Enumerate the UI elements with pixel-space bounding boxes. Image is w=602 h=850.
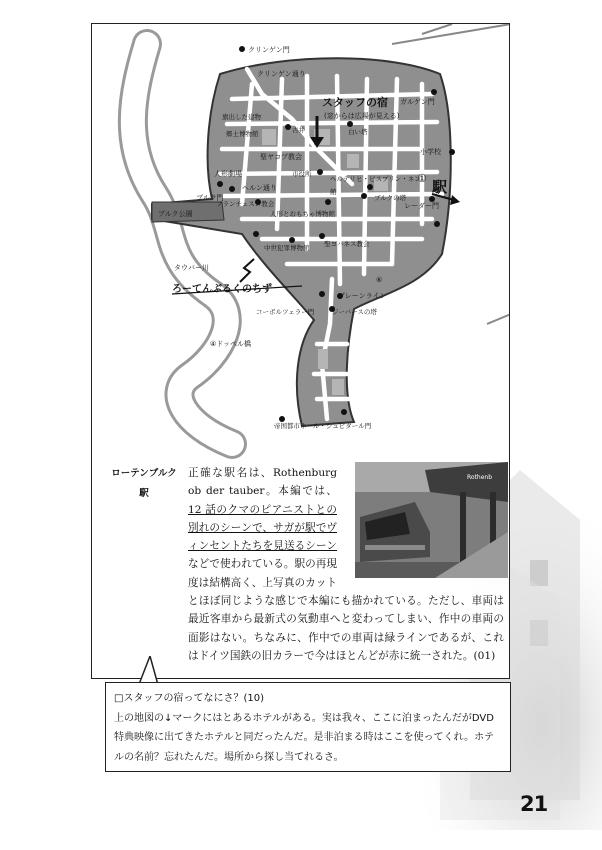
- note-answer: 上の地図の↓マークにはとあるホテルがある。実は我々、ここに泊まったんだがDVD特典映像に出てきたホテルと同だったんだ。是非泊まる時はここを使ってくれ。ホテルの名前？忘れたんだ。場所から探し当てれるさ。: [114, 712, 495, 763]
- note-question: □スタッフの宿ってなにさ？(10): [114, 693, 264, 704]
- label-folk-museum: 郷土博物館: [226, 130, 259, 138]
- article-heading: [102, 464, 186, 504]
- label-herterich: ヘルテリヒ・ビスプリン・ネン: [330, 175, 421, 183]
- label-rathaus: 市役所: [292, 170, 312, 178]
- photo-station-sign: Rothenb: [467, 474, 493, 481]
- label-station: 駅: [432, 178, 448, 196]
- label-station-circle: ①: [417, 172, 427, 185]
- heading-line1: ローテンブルク: [111, 468, 177, 479]
- label-spital: 帝国都市ホール・シュピタール門: [274, 422, 372, 430]
- label-herren-street: ヘルン通り: [242, 184, 277, 192]
- label-klingen-gate: クリンゲン門: [248, 46, 290, 54]
- label-st-jakob: 聖ヤコブ教会: [260, 153, 302, 161]
- label-rooder-tower: ブルクの塔: [374, 194, 407, 202]
- label-rooder-gate: レーダー門: [404, 202, 439, 210]
- body-text-underlined: 12 話のクマのピアニストとの別れのシーンで、サガが駅でヴィンセントたちを見送るシーン: [188, 503, 337, 553]
- label-castle-museum: 旗出した建物: [222, 113, 261, 121]
- label-museum2: 館: [330, 188, 337, 196]
- body-text-before: 正確な駅名は、Rothenburg ob der tauber。本編では、: [188, 467, 337, 498]
- label-elementary-school: 小学校: [420, 148, 441, 156]
- label-old-tree: 古井: [292, 126, 305, 134]
- label-burg-gate: ブルク門: [196, 194, 224, 202]
- label-puppet-theater: 人形劇場: [214, 170, 242, 178]
- label-toy-museum: 人形とおもちゃ博物館: [270, 210, 335, 218]
- content-frame: [91, 23, 510, 679]
- label-siebers-tower: ジーバースの塔: [332, 308, 377, 316]
- label-weisser: ⑥: [376, 276, 383, 284]
- body-text-after: などで使われている。駅の再現度は結構高く、上写真のカットとほぼ同じような感じで本編にも描かれている。ただし、車両は最近客車から最新式の気動車へと変わってしまい、作中の車両の面影はない。ちなみに、作中での車両は緑ラインであるが、これはドイツ国鉄の旧カラーで今はほとんどが赤に統一された。(01): [188, 558, 504, 662]
- page-number: 21: [520, 792, 548, 816]
- label-white-tower: 白い塔: [348, 128, 368, 136]
- label-st-johann: 聖ヨハネス教会: [324, 240, 370, 248]
- label-kobolzeller: コーボルツェラー門: [256, 308, 315, 316]
- label-tauber-river: タウバー川: [174, 264, 209, 272]
- staff-hotel-note: [105, 682, 511, 772]
- article-body: [188, 464, 504, 665]
- photo-spacer: [341, 462, 506, 590]
- label-staff-hotel: スタッフの宿: [322, 96, 388, 109]
- label-plonlein: プレーンライン: [338, 292, 387, 300]
- label-galgen-gate: ガルゲン門: [400, 98, 435, 106]
- label-map-title: ろーてんぶるくのちず: [172, 284, 272, 295]
- heading-line2: 駅: [139, 488, 149, 499]
- town-map: [92, 24, 510, 464]
- label-crime-museum: 中世犯罪博物館: [264, 244, 310, 252]
- label-franciscan: フランチェスコ教会: [216, 200, 275, 208]
- label-doppel-bridge: ④ドッペル橋: [210, 340, 251, 348]
- label-burg-garden: ブルク公園: [158, 210, 193, 218]
- label-klingen-street: クリンゲン通り: [257, 70, 306, 78]
- label-staff-hotel-note: (窓からは広場が見える): [324, 112, 400, 120]
